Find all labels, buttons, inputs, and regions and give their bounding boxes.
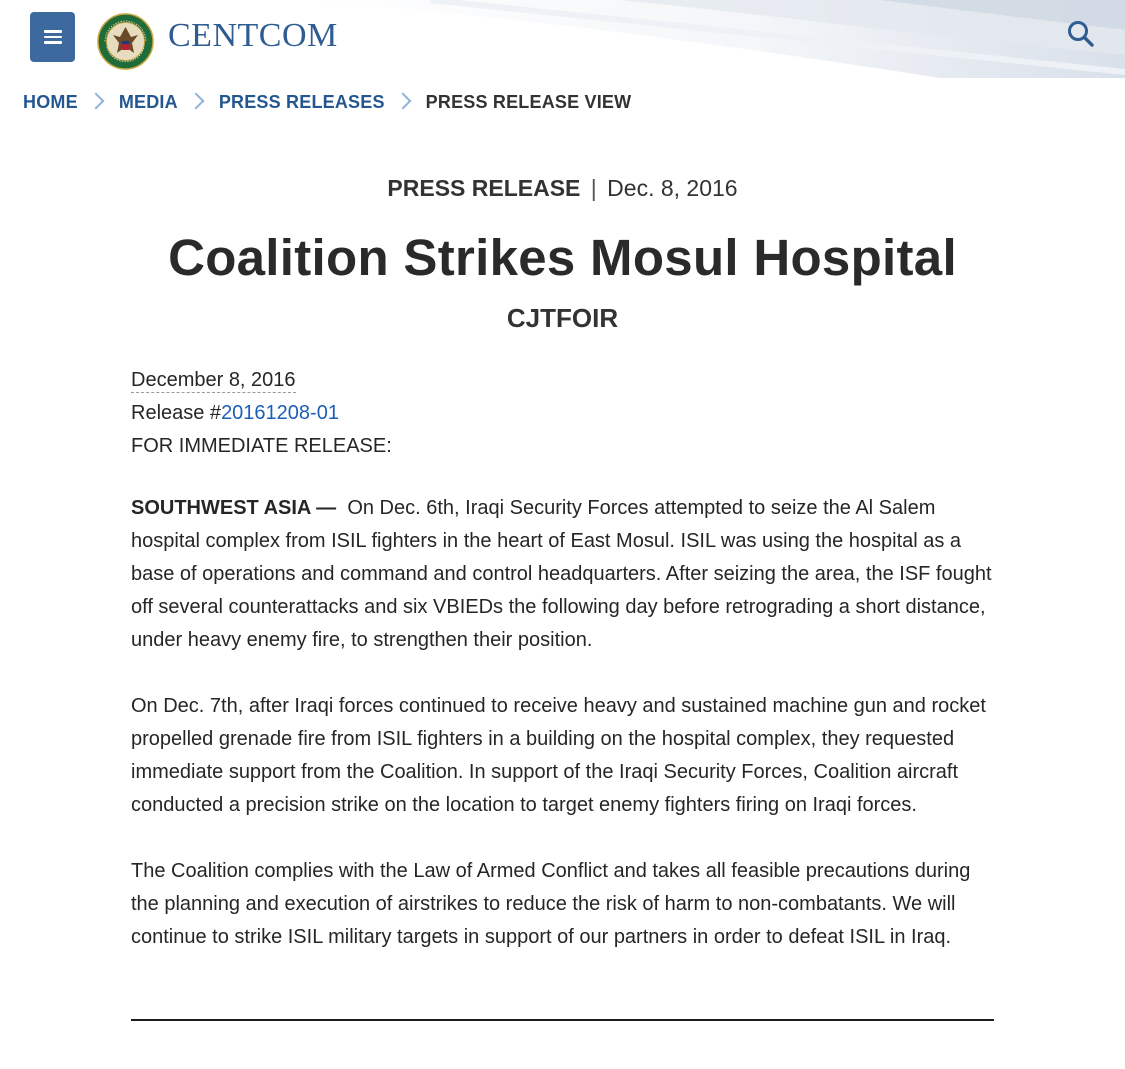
centcom-seal-icon[interactable] bbox=[97, 13, 154, 70]
article-title: Coalition Strikes Mosul Hospital bbox=[168, 229, 957, 286]
release-number-link[interactable]: 20161208-01 bbox=[221, 402, 339, 424]
chevron-right-icon bbox=[87, 93, 104, 110]
body-paragraph: The Coalition complies with the Law of Armed Conflict and takes all feasible precautions during the planning and execution of airstrikes to reduce the risk of harm to non-combatants. We will continue to strike ISIL military targets in support of our partners in order to defeat ISIL in Iraq. bbox=[131, 860, 971, 948]
menu-button[interactable] bbox=[30, 12, 75, 62]
site-header bbox=[0, 0, 1125, 78]
chevron-right-icon bbox=[187, 93, 204, 110]
article-body bbox=[131, 492, 997, 954]
article-kicker-date: Dec. 8, 2016 bbox=[607, 175, 738, 201]
dateline: SOUTHWEST ASIA — bbox=[131, 497, 337, 519]
hamburger-icon bbox=[44, 30, 62, 44]
body-paragraph bbox=[131, 492, 997, 657]
breadcrumb-current: PRESS RELEASE VIEW bbox=[425, 91, 632, 112]
article-byline: CJTFOIR bbox=[506, 303, 619, 333]
kicker-separator: | bbox=[590, 175, 597, 201]
release-date: December 8, 2016 bbox=[131, 369, 296, 391]
release-notice: FOR IMMEDIATE RELEASE: bbox=[131, 435, 392, 457]
search-icon[interactable] bbox=[1066, 19, 1096, 49]
release-meta bbox=[131, 364, 392, 463]
breadcrumb bbox=[23, 90, 631, 114]
breadcrumb-home[interactable]: HOME bbox=[23, 91, 78, 112]
article-kicker bbox=[0, 175, 1125, 202]
body-paragraph: On Dec. 7th, after Iraqi forces continued to receive heavy and sustained machine gun and rocket propelled grenade fire from ISIL fighters in a building on the hospital complex, they requested immediate support from the Coalition. In support of the Iraqi Security Forces, Coalition aircraft conducted a precision strike on the location to target enemy fighters firing on Iraqi forces. bbox=[131, 695, 986, 816]
paragraph-text: On Dec. 6th, Iraqi Security Forces attempted to seize the Al Salem hospital complex from ISIL fighters in the heart of East Mosul. ISIL was using the hospital as a base of operations and command and control headquarters. After seizing the area, the ISF fought off several counterattacks and six VBIEDs the following day before retrograding a short distance, under heavy enemy fire, to strengthen their position. bbox=[131, 497, 992, 651]
article-type: PRESS RELEASE bbox=[387, 175, 581, 201]
breadcrumb-media[interactable]: MEDIA bbox=[118, 91, 178, 112]
site-brand[interactable]: CENTCOM bbox=[168, 17, 338, 54]
release-prefix: Release # bbox=[131, 402, 222, 424]
chevron-right-icon bbox=[394, 93, 411, 110]
article-end-divider bbox=[131, 1019, 994, 1021]
breadcrumb-press-releases[interactable]: PRESS RELEASES bbox=[218, 91, 385, 112]
